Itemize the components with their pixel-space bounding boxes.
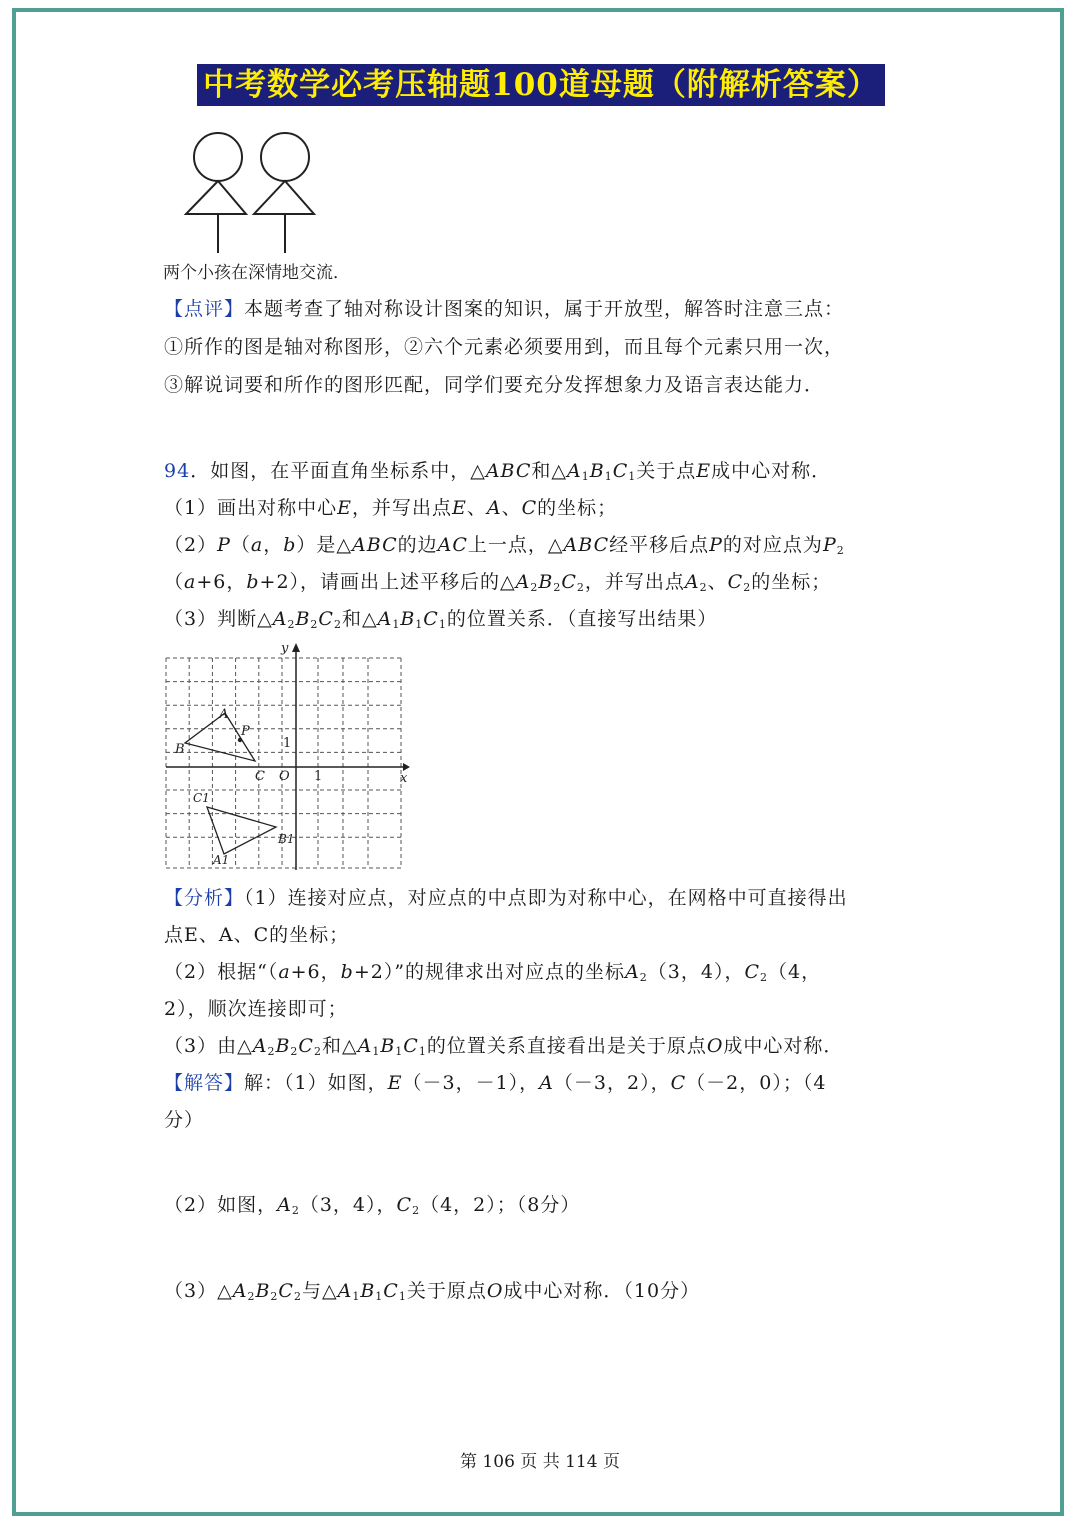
label-origin: O: [279, 769, 290, 784]
label-a: A: [219, 707, 229, 722]
label-b1: B1: [278, 832, 295, 846]
label-a1: A1: [213, 853, 230, 867]
label-x: x: [400, 771, 408, 786]
kid-left-head: [194, 133, 242, 181]
page-footer: 第 106 页 共 114 页: [460, 1452, 620, 1472]
answer-line-2: 分）: [164, 1109, 205, 1131]
coordinate-grid-figure: [163, 640, 413, 872]
analysis-line-4: 2），顺次连接即可；: [164, 998, 348, 1020]
analysis-line-3: （2）根据“（a+6，b+2）”的规律求出对应点的坐标$A_2(3$，4），$C_2(4$，: [164, 961, 822, 984]
review-line-2: ①所作的图是轴对称图形，②六个元素必须要用到，而且每个元素只用一次，: [164, 336, 845, 358]
label-one-y: 1: [283, 736, 292, 751]
review-line-1: 【点评】本题考查了轴对称设计图案的知识，属于开放型，解答时注意三点：: [164, 298, 845, 320]
label-one-x: 1: [314, 769, 323, 784]
question-3: （3）判断$\triangle A_2B_2C_2$和$\triangle A_1B_1C_1$的位置关系．（直接写出结果）: [164, 608, 718, 631]
analysis-tag: 【分析】: [164, 887, 245, 909]
question-1: （1）画出对称中心E，并写出点E、A、C的坐标；: [164, 497, 618, 519]
label-b: B: [175, 742, 185, 757]
question-2-line-2: （a+6，b+2），请画出上述平移后的$\triangle A_2B_2C_2$，并写出点$A_2$、$C_2$的坐标；: [164, 571, 832, 594]
answer-line-1: 【解答】解：（1）如图，E（－3，－1），A（－3，2），C（－2，0）；（4: [164, 1072, 827, 1094]
page-title: 中考数学必考压轴题100道母题（附解析答案）: [197, 64, 885, 106]
two-kids-figure: [178, 125, 328, 255]
review-tag: 【点评】: [164, 298, 245, 320]
answer-part-3: $(3)\triangle A_2B_2C_2$与$\triangle A_1B_1C_1$关于原点O成中心对称．（10分）: [164, 1280, 701, 1303]
problem-stem: 94．如图，在平面直角坐标系中，△ABC和$\triangle A_1B_1C_1$关于点E成中心对称．: [164, 460, 832, 483]
analysis-line-1: 【分析】（1）连接对应点，对应点的中点即为对称中心，在网格中可直接得出: [164, 887, 848, 909]
label-c1: C1: [193, 791, 210, 805]
question-2-line-1: （2）P（a，b）是△ABC的边AC上一点，△ABC经平移后点P的对应点为$P_2$: [164, 534, 845, 557]
answer-tag: 【解答】: [164, 1072, 245, 1094]
label-p: P: [241, 724, 250, 739]
analysis-line-5: （3）由$\triangle A_2B_2C_2$和$\triangle A_1B_1C_1$的位置关系直接看出是关于原点O成中心对称．: [164, 1035, 844, 1058]
label-c: C: [255, 769, 265, 784]
kids-caption: 两个小孩在深情地交流．: [163, 263, 350, 283]
analysis-line-2: 点E、A、C的坐标；: [164, 924, 350, 946]
kid-right-body: [254, 181, 314, 214]
label-y: y: [281, 641, 289, 656]
answer-part-2: （2）如图，$A_2(3$，4），$C_2(4$，2）；（8分）: [164, 1194, 581, 1217]
kid-right-head: [261, 133, 309, 181]
x-axis-arrow: [403, 763, 410, 771]
y-axis-arrow: [292, 643, 300, 652]
kid-left-body: [186, 181, 246, 214]
review-line-3: ③解说词要和所作的图形匹配，同学们要充分发挥想象力及语言表达能力．: [164, 374, 825, 396]
problem-number: 94: [164, 460, 191, 482]
